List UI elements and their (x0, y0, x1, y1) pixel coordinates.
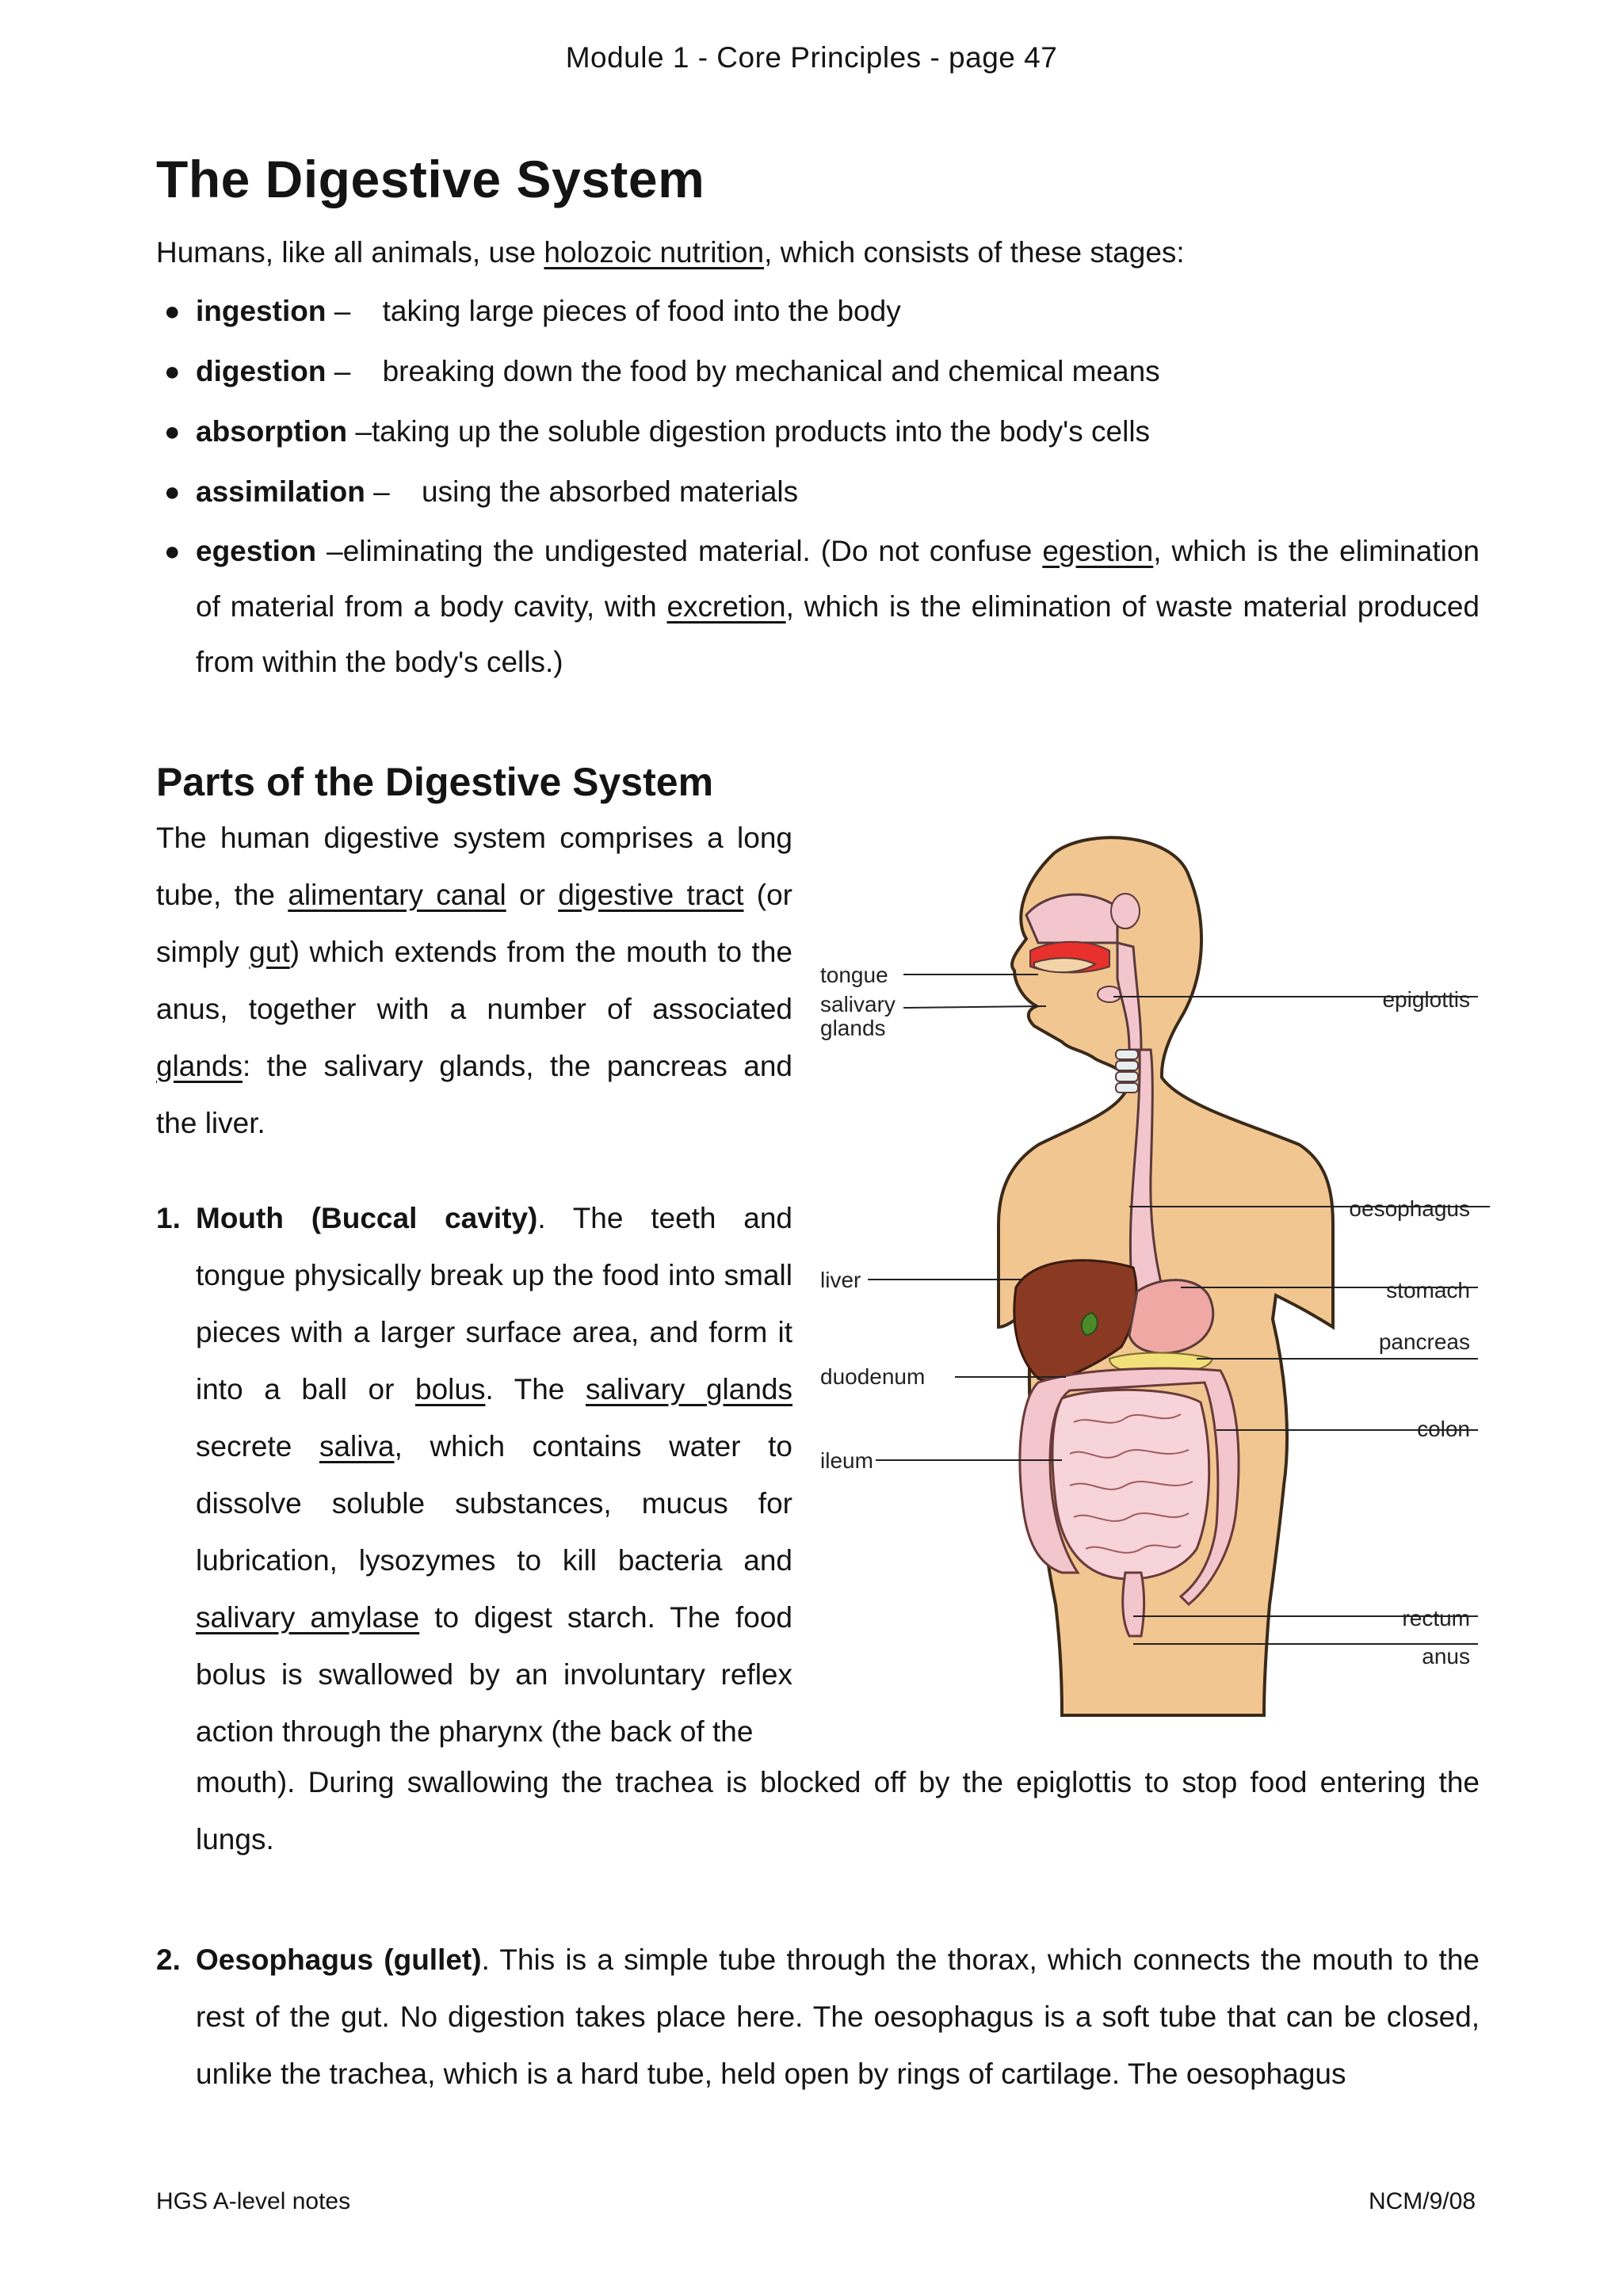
label-anus: anus (1422, 1644, 1470, 1669)
text: ) which extends from the mouth to the anus, together with a number of associated (156, 936, 792, 1025)
bullet-icon: ● (164, 296, 181, 326)
stage-term: egestion (196, 535, 317, 567)
salivary-gland (1098, 986, 1121, 1002)
label-liver: liver (820, 1268, 861, 1292)
digestive-system-diagram (808, 812, 1490, 1723)
stage-description: taking up the soluble digestion products into the body's cells (372, 415, 1151, 448)
bullet-icon: ● (164, 536, 181, 566)
label-ileum: ileum (820, 1448, 873, 1473)
label-epiglottis: epiglottis (1382, 987, 1470, 1012)
rectum-shape (1123, 1573, 1144, 1636)
label-salivary-glands: salivary (820, 992, 896, 1016)
text: , which contains water to dissolve soluble substances, mucus for lubrication, lysozymes to kill bacteria and (196, 1430, 793, 1577)
stage-separator: – (347, 415, 372, 448)
stage-term: assimilation (196, 475, 365, 508)
stage-description: breaking down the food by mechanical and chemical means (382, 355, 1160, 387)
stage-term: absorption (196, 415, 348, 448)
gut-term: gut (249, 936, 290, 968)
item-number: 1. (156, 1202, 181, 1234)
egestion-text: eliminating the undigested material. (Do not confuse (342, 535, 1043, 567)
mouth-heading: Mouth (Buccal cavity) (196, 1202, 538, 1234)
intro-paragraph (156, 224, 1480, 281)
list-item (156, 524, 1480, 690)
stage-separator: – (326, 355, 359, 387)
alimentary-canal-term: alimentary canal (288, 879, 506, 911)
stages-list (156, 283, 1480, 690)
salivary-glands-term: salivary glands (585, 1373, 792, 1405)
label-pancreas: pancreas (1378, 1329, 1470, 1354)
parts-intro-paragraph (156, 810, 792, 1152)
bullet-icon: ● (164, 417, 181, 447)
egestion-text: , which is the elimination of waste material produced from within the body's cells.) (196, 590, 1480, 678)
intro-text-end: , which consists of these stages: (764, 236, 1185, 269)
excretion-term: excretion (666, 590, 786, 623)
stage-separator: – (365, 475, 398, 508)
section-title: Parts of the Digestive System (156, 760, 714, 804)
text: mouth). During swallowing the trachea is blocked off by the epiglottis to stop food entering the lungs. (196, 1766, 1480, 1855)
label-oesophagus: oesophagus (1349, 1196, 1470, 1221)
holozoic-nutrition-term: holozoic nutrition (544, 236, 765, 269)
label-colon: colon (1417, 1417, 1470, 1441)
label-tongue: tongue (820, 963, 888, 987)
stage-term: ingestion (196, 295, 327, 327)
list-item (156, 403, 1480, 463)
salivary-amylase-term: salivary amylase (196, 1601, 420, 1634)
stage-description: using the absorbed materials (422, 475, 799, 508)
egestion-term: egestion (1042, 535, 1154, 567)
stage-description: taking large pieces of food into the body (382, 295, 901, 327)
text: (or simply (156, 879, 793, 968)
text: . This is a simple tube through the thorax, which connects the mouth to the rest of the gut. No digestion takes place here. The oesophagus is a soft tube that can be closed, unlike the trachea, which is a hard tube, held open by rings of cartilage. The oesophagus (196, 1943, 1480, 2090)
bolus-term: bolus (415, 1373, 486, 1405)
intro-text: Humans, like all animals, use (156, 236, 544, 269)
page-title: The Digestive System (156, 150, 705, 208)
mouth-section (156, 1190, 793, 1760)
text: . The teeth and tongue physically break up the food into small pieces with a larger surface area, and form it into a ball or (196, 1202, 792, 1405)
text: : the salivary glands, the pancreas and the liver. (156, 1050, 792, 1139)
egestion-text: , which is the elimination of material from a body cavity, with (196, 535, 1480, 623)
text: secrete (196, 1430, 319, 1463)
stage-term: digestion (196, 355, 327, 387)
list-item (156, 463, 1480, 524)
item-number: 2. (156, 1943, 181, 1976)
digestive-tract-term: digestive tract (558, 879, 744, 911)
page-header: Module 1 - Core Principles - page 47 (565, 41, 1058, 74)
list-item (156, 283, 1480, 343)
label-duodenum: duodenum (820, 1364, 926, 1389)
salivary-gland (1111, 894, 1140, 929)
bullet-icon: ● (164, 357, 181, 387)
saliva-term: saliva (319, 1430, 395, 1463)
label-stomach: stomach (1386, 1278, 1470, 1302)
glands-term: glands (156, 1050, 243, 1082)
mouth-section-continued (196, 1754, 1480, 1868)
label-salivary-glands-2: glands (820, 1016, 886, 1040)
footer-right: NCM/9/08 (1368, 2188, 1476, 2214)
footer-left: HGS A-level notes (156, 2188, 351, 2214)
bullet-icon: ● (164, 477, 181, 507)
text: or (506, 879, 559, 911)
text: . The (485, 1373, 586, 1405)
stage-separator: – (326, 295, 359, 327)
text: The human digestive system comprises a long tube, the (156, 822, 792, 911)
oesophagus-section (156, 1932, 1480, 2103)
oesophagus-heading: Oesophagus (gullet) (196, 1943, 482, 1976)
stage-separator: – (316, 535, 343, 567)
list-item (156, 343, 1480, 403)
label-rectum: rectum (1402, 1606, 1470, 1630)
text: to digest starch. The food bolus is swallowed by an involuntary reflex action through the pharynx (the back of the (196, 1601, 792, 1748)
